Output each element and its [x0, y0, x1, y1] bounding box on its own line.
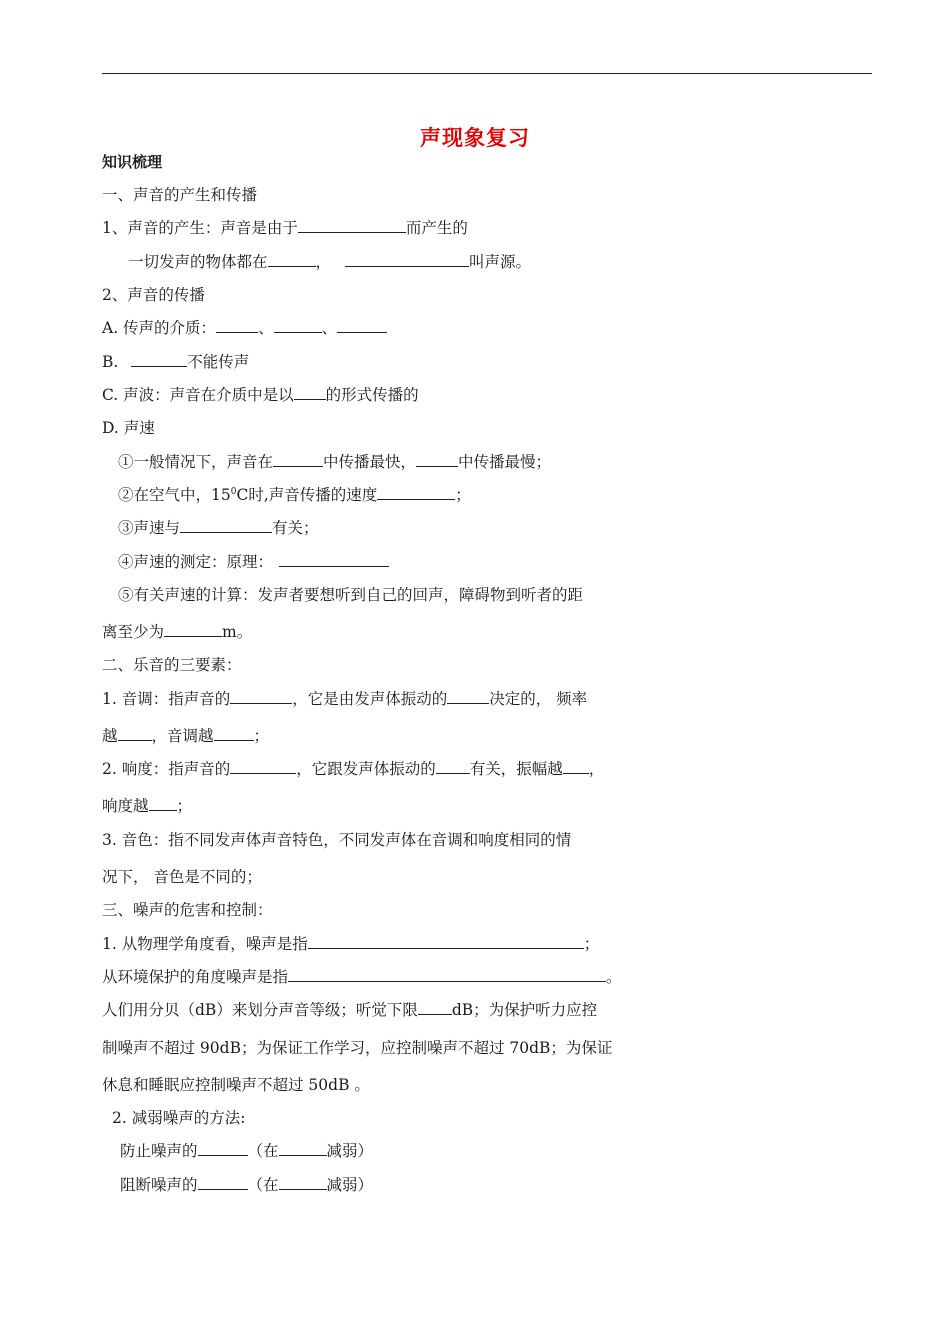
loudness-line: 2. 响度：指声音的 ，它跟发声体振动的 有关，振幅越 ， [102, 760, 605, 778]
blank[interactable] [149, 796, 177, 811]
section-2-title: 二、乐音的三要素： [102, 656, 242, 674]
decibel-line: 人们用分贝（dB）来划分声音等级；听觉下限 dB；为保护听力应控 [102, 1001, 598, 1019]
blank[interactable] [308, 934, 584, 949]
blank[interactable] [274, 318, 322, 333]
blank[interactable] [377, 485, 455, 500]
blank[interactable] [214, 726, 254, 741]
header-rule [102, 73, 872, 74]
speed-title: D. 声速 [102, 419, 155, 437]
speed-item-4: ④声速的测定：原理： [118, 552, 389, 572]
blank[interactable] [345, 252, 469, 267]
blank[interactable] [563, 759, 589, 774]
page-title: 声现象复习 [420, 126, 530, 150]
blank[interactable] [447, 689, 489, 704]
speed-item-2: ②在空气中，$15^0C$时,声音传播的速度 ； [118, 486, 471, 504]
section-1-title: 一、声音的产生和传播 [102, 186, 258, 204]
section-heading: 知识梳理 [102, 153, 163, 171]
blank[interactable] [337, 318, 387, 333]
block-noise-line: 阻断噪声的 （在 减弱） [120, 1176, 374, 1194]
blank[interactable] [298, 218, 406, 233]
noise-physics-line: 1. 从物理学角度看，噪声是指 ； [102, 935, 600, 953]
blank[interactable] [230, 759, 296, 774]
speed-item-5-cont: 离至少为 m。 [102, 623, 253, 641]
blank[interactable] [288, 967, 606, 982]
blank[interactable] [230, 689, 292, 704]
pitch-line-cont: 越 ，音调越 ； [102, 727, 270, 745]
prevent-noise-line: 防止噪声的 （在 减弱） [120, 1142, 374, 1160]
blank[interactable] [118, 726, 152, 741]
blank[interactable] [294, 385, 326, 400]
speed-item-1: ①一般情况下，声音在 中传播最快， 中传播最慢； [118, 453, 552, 471]
medium-line: A. 传声的介质： 、 、 [102, 318, 387, 338]
speed-item-3: ③声速与 有关； [118, 519, 319, 537]
blank[interactable] [279, 552, 389, 567]
blank[interactable] [416, 452, 458, 467]
blank[interactable] [131, 352, 187, 367]
loudness-line-cont: 响度越 ； [102, 797, 193, 815]
decibel-line-2: 制噪声不超过 90dB；为保证工作学习，应控制噪声不超过 70dB；为保证 [102, 1039, 613, 1057]
blank[interactable] [198, 1141, 248, 1156]
blank[interactable] [180, 518, 272, 533]
blank[interactable] [436, 759, 470, 774]
blank[interactable] [279, 1141, 327, 1156]
sound-propagation-title: 2、声音的传播 [102, 286, 205, 304]
pitch-line: 1. 音调：指声音的 ，它是由发声体振动的 决定的， 频率 [102, 690, 588, 708]
sound-wave-line: C. 声波：声音在介质中是以 的形式传播的 [102, 386, 419, 404]
blank[interactable] [164, 622, 222, 637]
blank[interactable] [279, 1175, 327, 1190]
noise-reduction-title: 2. 减弱噪声的方法: [112, 1109, 246, 1127]
blank[interactable] [418, 1000, 452, 1015]
timbre-line-cont: 况下， 音色是不同的； [102, 868, 262, 886]
blank[interactable] [198, 1175, 248, 1190]
noise-environment-line: 从环境保护的角度噪声是指 。 [102, 968, 622, 986]
sound-production-line: 1、声音的产生：声音是由于 而产生的 [102, 219, 468, 237]
decibel-line-3: 休息和睡眠应控制噪声不超过 50dB 。 [102, 1076, 370, 1094]
timbre-line: 3. 音色：指不同发声体声音特色，不同发声体在音调和响度相同的情 [102, 831, 572, 849]
blank[interactable] [268, 252, 316, 267]
vacuum-line: B. 不能传声 [102, 353, 250, 371]
speed-item-5: ⑤有关声速的计算：发声者要想听到自己的回声，障碍物到听者的距 [118, 586, 584, 604]
sound-source-line: 一切发声的物体都在 ， 叫声源。 [128, 253, 532, 271]
blank[interactable] [216, 318, 258, 333]
blank[interactable] [273, 452, 323, 467]
section-3-title: 三、噪声的危害和控制： [102, 901, 273, 919]
